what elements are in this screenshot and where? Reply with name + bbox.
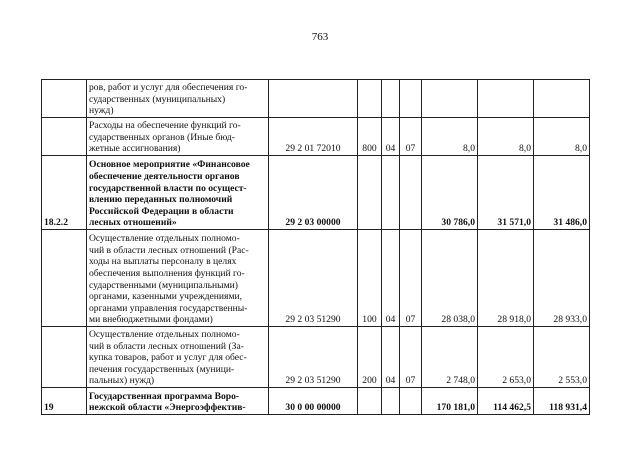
row-rz [382, 388, 400, 415]
table-body [42, 80, 590, 415]
row-value-3: 118 931,4 [534, 388, 590, 415]
row-name: Государственная программа Воро- нежской области «Энергоэффектив- [87, 388, 269, 415]
row-value-3 [534, 80, 590, 118]
row-value-2 [478, 80, 534, 118]
row-name: Основное мероприятие «Финансовое обеспечение деятельности органов государственной власти по осущест- влению переданных полномочий Российской Федерации в области лесных отношений» [87, 156, 269, 230]
row-value-1: 2 748,0 [422, 327, 478, 388]
row-pr: 07 [400, 327, 422, 388]
row-rz: 04 [382, 327, 400, 388]
row-number [42, 118, 87, 156]
row-rz: 04 [382, 118, 400, 156]
table-row [42, 118, 590, 156]
row-grbs: 800 [358, 118, 382, 156]
row-value-2: 31 571,0 [478, 156, 534, 230]
row-value-3: 2 553,0 [534, 327, 590, 388]
row-grbs [358, 388, 382, 415]
row-name: ров, работ и услуг для обеспечения го- сударственных (муниципальных) нужд) [87, 80, 269, 118]
row-value-1 [422, 80, 478, 118]
row-value-2: 2 653,0 [478, 327, 534, 388]
row-code: 29 2 03 51290 [269, 327, 358, 388]
row-code: 29 2 03 00000 [269, 156, 358, 230]
budget-table [41, 79, 590, 415]
page-number: 763 [311, 31, 329, 43]
row-value-1: 170 181,0 [422, 388, 478, 415]
row-grbs [358, 80, 382, 118]
row-code [269, 80, 358, 118]
row-number [42, 80, 87, 118]
row-value-1: 28 038,0 [422, 230, 478, 327]
table-row [42, 388, 590, 415]
row-code: 29 2 01 72010 [269, 118, 358, 156]
row-value-2: 114 462,5 [478, 388, 534, 415]
row-code: 29 2 03 51290 [269, 230, 358, 327]
row-rz: 04 [382, 230, 400, 327]
row-name: Расходы на обеспечение функций го- сударственных органов (Иные бюд- жетные ассигнования) [87, 118, 269, 156]
row-pr [400, 156, 422, 230]
table-row [42, 156, 590, 230]
row-grbs: 200 [358, 327, 382, 388]
row-rz [382, 156, 400, 230]
row-grbs [358, 156, 382, 230]
table-row [42, 230, 590, 327]
row-code: 30 0 00 00000 [269, 388, 358, 415]
row-value-1: 8,0 [422, 118, 478, 156]
row-value-3: 8,0 [534, 118, 590, 156]
row-pr: 07 [400, 118, 422, 156]
table-row [42, 327, 590, 388]
row-rz [382, 80, 400, 118]
row-value-3: 31 486,0 [534, 156, 590, 230]
row-number: 19 [42, 388, 87, 415]
row-name: Осуществление отдельных полномо- чий в области лесных отношений (Рас- ходы на выплаты персоналу в целях обеспечения выполнения функций го- сударственными (муниципальными) органами, казенными учреждениями, органами управления государственны- ми внебюджетными фондами) [87, 230, 269, 327]
row-pr [400, 80, 422, 118]
row-number: 18.2.2 [42, 156, 87, 230]
row-pr [400, 388, 422, 415]
row-pr: 07 [400, 230, 422, 327]
row-value-1: 30 786,0 [422, 156, 478, 230]
row-value-3: 28 933,0 [534, 230, 590, 327]
row-name: Осуществление отдельных полномо- чий в области лесных отношений (За- купка товаров, работ и услуг для обес- печения государственных (муници- пальных) нужд) [87, 327, 269, 388]
row-value-2: 8,0 [478, 118, 534, 156]
table-row [42, 80, 590, 118]
row-value-2: 28 918,0 [478, 230, 534, 327]
row-grbs: 100 [358, 230, 382, 327]
row-number [42, 327, 87, 388]
row-number [42, 230, 87, 327]
